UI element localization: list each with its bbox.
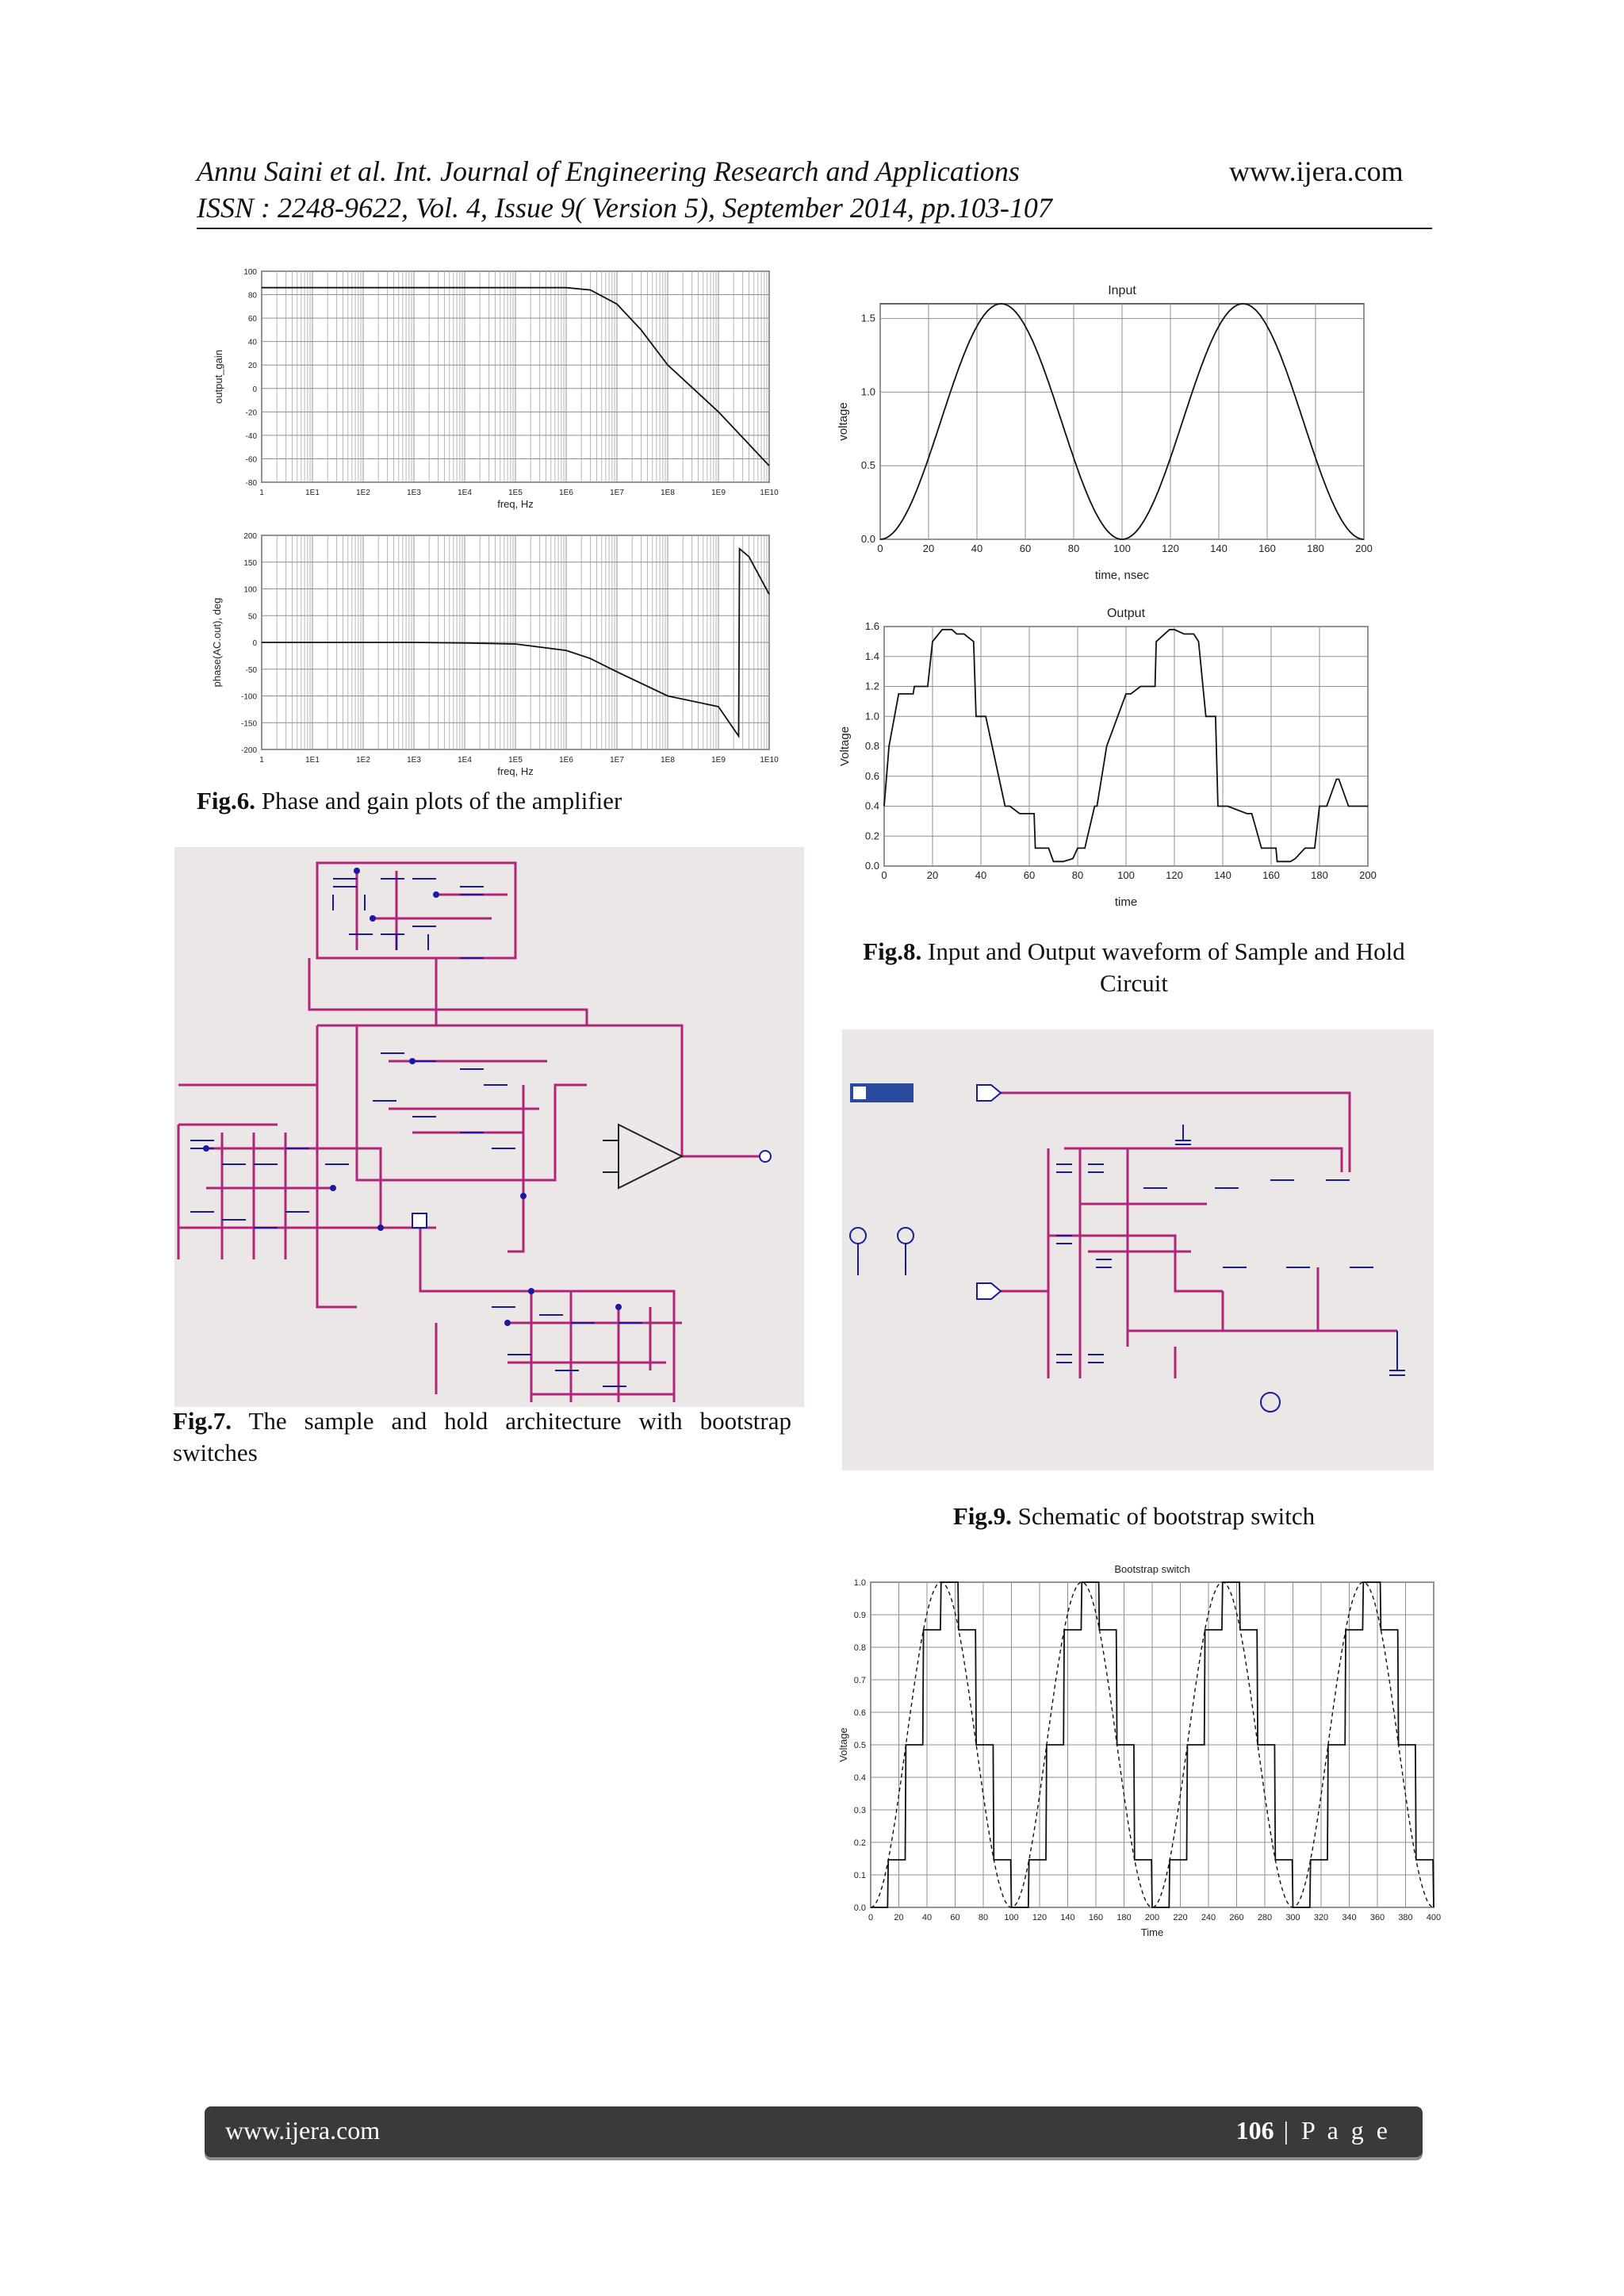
x-tick-label: 1E1 (305, 756, 320, 765)
x-axis-label: freq, Hz (497, 498, 534, 510)
footer-url[interactable]: www.ijera.com (225, 2116, 381, 2145)
y-tick-label: 1.0 (853, 1578, 866, 1588)
x-tick-label: 40 (971, 542, 983, 554)
x-tick-label: 100 (1113, 542, 1131, 554)
x-tick-label: 100 (1117, 869, 1135, 881)
x-tick-label: 1E10 (760, 756, 779, 765)
y-tick-label: 1.5 (860, 312, 875, 324)
y-tick-label: 0.6 (864, 769, 879, 782)
bootstrap-chart (839, 1558, 1451, 1955)
x-tick-label: 20 (926, 869, 939, 881)
y-tick-label: 60 (247, 315, 257, 324)
y-tick-label: -60 (245, 455, 257, 465)
y-tick-label: 1.0 (864, 710, 879, 723)
x-tick-label: 60 (1023, 869, 1036, 881)
sample-hold-schematic (174, 847, 804, 1407)
x-tick-label: 260 (1229, 1913, 1244, 1922)
x-tick-label: 120 (1162, 542, 1179, 554)
x-axis-label: Time (1140, 1926, 1164, 1938)
x-tick-label: 1E2 (356, 756, 370, 765)
header-url[interactable]: www.ijera.com (1229, 155, 1404, 187)
x-tick-label: 80 (1071, 869, 1084, 881)
phase-plot (202, 527, 789, 793)
x-tick-label: 40 (975, 869, 987, 881)
y-tick-label: 50 (247, 612, 257, 622)
x-tick-label: 1E6 (559, 756, 573, 765)
y-tick-label: 0.4 (864, 799, 879, 812)
y-tick-label: 0.7 (853, 1676, 866, 1685)
x-tick-label: 140 (1210, 542, 1228, 554)
x-tick-label: 400 (1426, 1913, 1442, 1922)
chart-title: Output (1106, 607, 1146, 620)
page-suffix: | P a g e (1274, 2116, 1391, 2145)
y-tick-label: 200 (243, 532, 257, 541)
x-tick-label: 1E9 (711, 489, 726, 497)
fig7-label: Fig.7. (173, 1407, 232, 1435)
x-tick-label: 180 (1307, 542, 1324, 554)
x-tick-label: 200 (1355, 542, 1373, 554)
y-axis-label: Voltage (838, 726, 852, 767)
x-tick-label: 160 (1262, 869, 1280, 881)
y-tick-label: -50 (245, 665, 257, 675)
x-tick-label: 1E8 (661, 489, 675, 497)
y-tick-label: 0 (252, 385, 257, 394)
y-tick-label: 0.2 (864, 830, 879, 842)
bootstrap-switch-drawing (842, 1029, 1434, 1470)
x-tick-label: 0 (881, 869, 887, 881)
y-tick-label: -150 (240, 719, 257, 729)
x-tick-label: 1E7 (610, 756, 624, 765)
y-axis-label: output_gain (213, 350, 224, 404)
x-tick-label: 20 (922, 542, 935, 554)
y-tick-label: 150 (243, 558, 257, 568)
output-plot-area (838, 607, 1377, 909)
sample-hold-circuit-drawing (174, 847, 804, 1407)
fig9-label: Fig.9. (952, 1502, 1012, 1530)
y-tick-label: 100 (243, 585, 257, 595)
x-tick-label: 1E1 (305, 489, 320, 497)
x-tick-label: 1E4 (458, 489, 472, 497)
y-tick-label: 0.6 (853, 1708, 866, 1718)
x-tick-label: 300 (1285, 1913, 1300, 1922)
x-tick-label: 40 (921, 1913, 933, 1922)
header-rule (197, 228, 1432, 229)
x-tick-label: 280 (1257, 1913, 1273, 1922)
x-tick-label: 1E8 (661, 756, 675, 765)
y-tick-label: -100 (240, 692, 257, 702)
x-tick-label: 200 (1144, 1913, 1160, 1922)
x-tick-label: 80 (978, 1913, 989, 1922)
page-indicator (1236, 2116, 1391, 2145)
x-tick-label: 1E9 (711, 756, 726, 765)
x-tick-label: 20 (894, 1913, 904, 1922)
chart-title: Bootstrap switch (1114, 1563, 1190, 1575)
x-tick-label: 120 (1166, 869, 1183, 881)
x-tick-label: 160 (1258, 542, 1276, 554)
input-chart (833, 266, 1388, 607)
page-number: 106 (1235, 2116, 1274, 2145)
y-tick-label: -20 (245, 408, 257, 418)
x-tick-label: 1E5 (508, 756, 523, 765)
x-tick-label: 1 (259, 489, 264, 497)
journal-header: Annu Saini et al. Int. Journal of Engineering Research and Applications (197, 155, 1020, 187)
x-tick-label: 320 (1313, 1913, 1329, 1922)
fig9-caption (833, 1501, 1435, 1532)
x-tick-label: 360 (1369, 1913, 1385, 1922)
x-tick-label: 340 (1342, 1913, 1357, 1922)
x-tick-label: 1E6 (559, 489, 573, 497)
x-axis-label: time, nsec (1094, 569, 1150, 582)
bootstrap-schematic (842, 1029, 1434, 1470)
bootstrap-plot-area (837, 1563, 1441, 1938)
y-tick-label: 100 (243, 268, 257, 277)
input-plot-area (837, 284, 1373, 582)
y-tick-label: 40 (247, 338, 257, 347)
x-tick-label: 380 (1398, 1913, 1413, 1922)
output-chart (833, 596, 1388, 922)
y-tick-label: 1.4 (864, 650, 879, 662)
y-tick-label: 1.6 (864, 620, 879, 632)
input-plot (833, 266, 1388, 607)
gain-chart (202, 262, 789, 527)
x-tick-label: 1E4 (458, 756, 472, 765)
x-tick-label: 1E5 (508, 489, 523, 497)
y-tick-label: -40 (245, 431, 257, 441)
x-tick-label: 1E7 (610, 489, 624, 497)
x-tick-label: 180 (1116, 1913, 1132, 1922)
fig8-caption (833, 936, 1435, 999)
y-tick-label: 0.8 (864, 740, 879, 752)
output-plot (833, 596, 1388, 922)
y-tick-label: 0.5 (853, 1741, 866, 1750)
x-tick-label: 60 (1019, 542, 1032, 554)
y-tick-label: 0.1 (853, 1871, 866, 1880)
y-tick-label: 80 (247, 291, 257, 301)
y-tick-label: 0.2 (853, 1838, 866, 1848)
y-tick-label: 0.0 (864, 860, 879, 872)
x-tick-label: 100 (1004, 1913, 1019, 1922)
fig8-text: Input and Output waveform of Sample and Hold Circuit (921, 937, 1405, 997)
x-tick-label: 200 (1359, 869, 1377, 881)
phase-plot-area (211, 532, 779, 777)
x-tick-label: 1E2 (356, 489, 370, 497)
y-tick-label: -80 (245, 479, 257, 488)
x-tick-label: 180 (1311, 869, 1328, 881)
x-tick-label: 160 (1088, 1913, 1104, 1922)
x-tick-label: 140 (1214, 869, 1231, 881)
y-tick-label: 1.2 (864, 680, 879, 692)
issn-line: ISSN : 2248-9622, Vol. 4, Issue 9( Version 5), September 2014, pp.103-107 (197, 192, 1052, 224)
fig6-label: Fig.6. (197, 787, 256, 815)
fig8-label: Fig.8. (863, 937, 922, 965)
x-tick-label: 0 (877, 542, 883, 554)
x-axis-label: time (1114, 895, 1138, 909)
y-tick-label: 0.0 (860, 533, 875, 545)
fig9-text: Schematic of bootstrap switch (1011, 1502, 1316, 1530)
x-tick-label: 220 (1173, 1913, 1188, 1922)
y-axis-label: phase(AC.out), deg (211, 597, 223, 688)
bootstrap-plot (839, 1558, 1451, 1955)
y-tick-label: -200 (240, 746, 257, 755)
x-tick-label: 240 (1201, 1913, 1216, 1922)
y-tick-label: 0.0 (853, 1903, 866, 1913)
x-tick-label: 120 (1032, 1913, 1048, 1922)
x-tick-label: 0 (868, 1913, 874, 1922)
y-tick-label: 0.5 (860, 459, 875, 472)
y-tick-label: 0 (252, 639, 257, 648)
y-tick-label: 0.9 (853, 1611, 866, 1620)
fig6-caption (197, 785, 622, 817)
x-axis-label: freq, Hz (497, 765, 534, 777)
gain-plot-area (213, 268, 779, 510)
y-tick-label: 1.0 (860, 385, 875, 398)
chart-title: Input (1108, 284, 1136, 297)
x-tick-label: 1E10 (760, 489, 779, 497)
y-tick-label: 0.8 (853, 1643, 866, 1653)
y-tick-label: 0.4 (853, 1773, 866, 1783)
fig7-text: The sample and hold architecture with bootstrap switches (173, 1407, 791, 1466)
x-tick-label: 1E3 (407, 756, 421, 765)
x-tick-label: 80 (1067, 542, 1080, 554)
fig6-text: Phase and gain plots of the amplifier (255, 787, 622, 815)
x-tick-label: 60 (950, 1913, 960, 1922)
x-tick-label: 1 (259, 756, 264, 765)
y-tick-label: 0.3 (853, 1806, 866, 1815)
y-axis-label: Voltage (837, 1727, 849, 1762)
y-tick-label: 20 (247, 362, 257, 371)
phase-chart (202, 527, 789, 793)
y-axis-label: voltage (837, 402, 850, 441)
page-footer (205, 2106, 1423, 2157)
fig7-caption (173, 1405, 791, 1469)
x-tick-label: 1E3 (407, 489, 421, 497)
x-tick-label: 140 (1060, 1913, 1075, 1922)
gain-plot (202, 262, 789, 527)
